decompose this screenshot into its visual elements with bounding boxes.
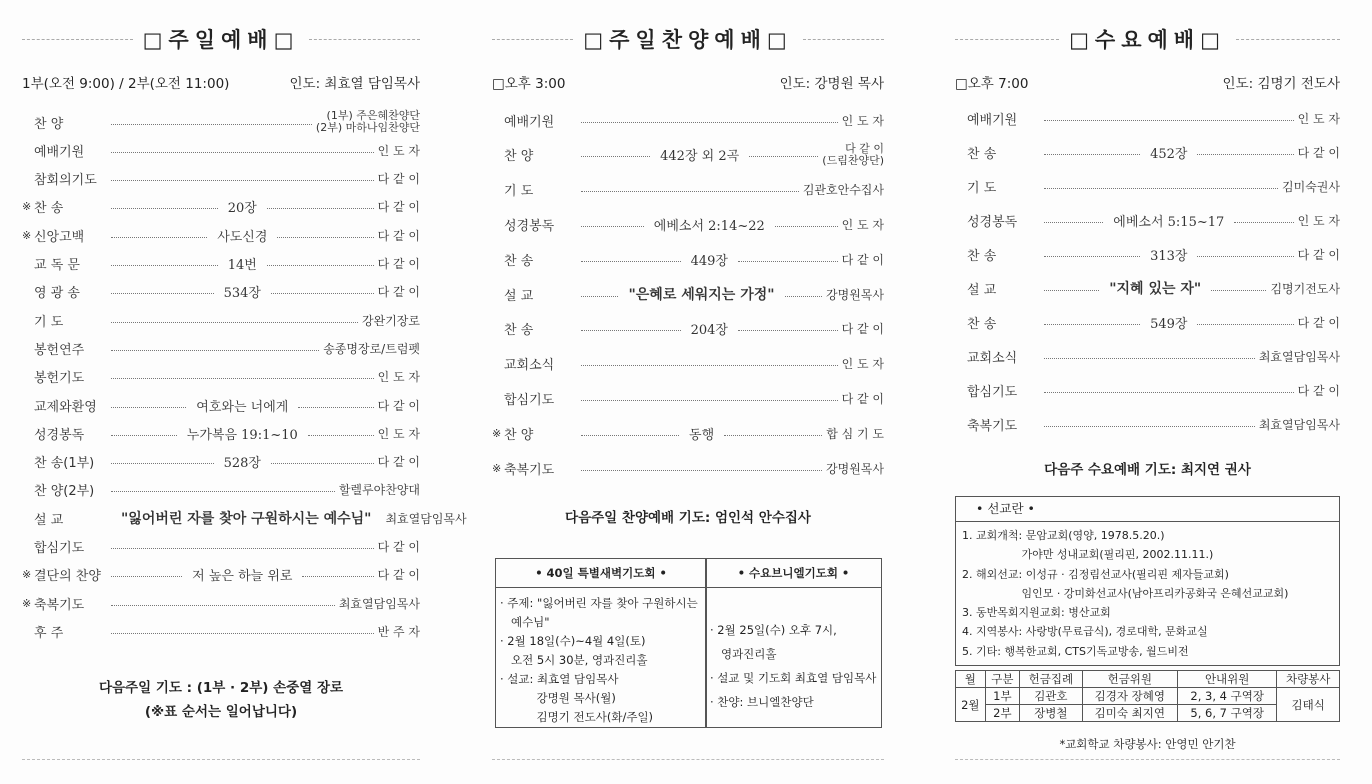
box-line: 4. 지역봉사: 사랑방(무료급식), 경로대학, 문화교실 xyxy=(962,625,1208,639)
item-person: 다 같 이 xyxy=(377,200,421,215)
order-item xyxy=(22,334,420,362)
dot-leader xyxy=(111,152,374,153)
item-person: 인 도 자 xyxy=(1297,111,1340,126)
item-person: 반 주 자 xyxy=(377,624,420,639)
item-detail: "은혜로 세워지는 가정" xyxy=(628,287,775,303)
offering-table xyxy=(955,670,1340,722)
order-item xyxy=(22,306,420,334)
item-label: 성경봉독 xyxy=(34,427,85,443)
item-label: 교회소식 xyxy=(967,350,1018,366)
item-label: 찬 송 xyxy=(967,248,997,264)
item-label: 예배기원 xyxy=(967,112,1018,128)
service-time: □오후 3:00 xyxy=(492,76,566,92)
order-item xyxy=(955,410,1340,438)
dot-leader xyxy=(111,576,182,577)
dot-leader xyxy=(1197,324,1293,325)
item-label: 예배기원 xyxy=(34,144,85,160)
item-person: 다 같 이 xyxy=(841,252,884,267)
order-item xyxy=(492,141,884,169)
item-detail: "지혜 있는 자" xyxy=(1109,281,1202,297)
dot-leader xyxy=(111,548,374,549)
item-label: 찬 송 xyxy=(504,323,534,339)
order-item xyxy=(22,561,420,589)
standing-mark: ※ xyxy=(492,461,502,475)
standing-mark: ※ xyxy=(492,426,502,440)
dot-leader xyxy=(775,226,838,227)
dot-leader xyxy=(111,237,207,238)
item-person: 김관호안수집사 xyxy=(802,183,884,198)
item-label: 후 주 xyxy=(34,625,64,641)
item-person: 다 같 이 xyxy=(1297,145,1340,160)
order-item xyxy=(955,206,1340,234)
box-line: 5. 기타: 행복한교회, CTS기독교방송, 월드비전 xyxy=(962,644,1189,658)
item-label: 축복기도 xyxy=(504,462,555,478)
box-line: 1. 교회개척: 문암교회(영양, 1978.5.20.) xyxy=(962,529,1165,542)
item-person: 인 도 자 xyxy=(841,217,884,232)
item-detail: 에베소서 2:14~22 xyxy=(653,218,765,234)
item-person: 다 같 이 xyxy=(377,568,420,583)
service-time: 1부(오전 9:00) / 2부(오전 11:00) xyxy=(22,76,230,92)
divider xyxy=(22,39,133,40)
box-line: · 2월 25일(수) 오후 7시, xyxy=(710,623,837,637)
item-label: 축복기도 xyxy=(34,597,85,613)
dot-leader xyxy=(267,208,374,209)
item-person: 다 같 이 xyxy=(377,228,421,243)
dot-leader xyxy=(1044,290,1099,291)
divider xyxy=(492,39,573,40)
item-label: 합심기도 xyxy=(34,541,85,556)
dot-leader xyxy=(302,576,373,577)
item-label: 합심기도 xyxy=(504,392,555,408)
item-label: 찬 양 xyxy=(504,149,534,165)
order-item xyxy=(492,176,884,204)
item-person: 합 심 기 도 xyxy=(826,426,884,441)
item-detail: 549장 xyxy=(1150,316,1188,332)
item-person xyxy=(822,143,884,167)
order-item xyxy=(22,250,420,278)
item-label: 성경봉독 xyxy=(504,218,555,234)
box-title: • 선교란 • xyxy=(956,497,1339,522)
item-detail: 442장 외 2곡 xyxy=(660,149,740,165)
standing-note: (※표 순서는 일어납니다) xyxy=(144,704,298,720)
dot-leader xyxy=(1197,154,1293,155)
wednesday-service-column xyxy=(955,0,1340,784)
item-label: 신앙고백 xyxy=(34,229,85,245)
footnote: *교회학교 차량봉사: 안영민 안기찬 xyxy=(1059,737,1236,751)
dot-leader xyxy=(111,435,177,436)
title-row xyxy=(492,22,884,56)
box-line: 강명원 목사(월) xyxy=(500,691,616,705)
order-item xyxy=(22,504,467,532)
order-item xyxy=(22,533,420,561)
item-label: 영 광 송 xyxy=(34,286,80,302)
item-label: 찬 송 xyxy=(967,146,997,162)
service-time: □오후 7:00 xyxy=(955,76,1029,92)
order-item xyxy=(492,210,884,238)
box-line: 3. 동반목회지원교회: 병산교회 xyxy=(962,606,1111,620)
dot-leader xyxy=(749,156,818,157)
item-detail: 14번 xyxy=(227,258,257,273)
item-detail: 저 높은 하늘 위로 xyxy=(192,569,293,585)
item-detail: "잃어버린 자를 찾아 구원하시는 예수님" xyxy=(121,511,372,528)
item-person: 최효열담임목사 xyxy=(1258,417,1340,432)
table-header-cell: 헌금위원 xyxy=(1082,671,1177,688)
item-person: 인 도 자 xyxy=(841,357,884,372)
dot-leader xyxy=(581,122,838,123)
divider xyxy=(309,39,420,40)
dot-leader xyxy=(111,407,186,408)
dot-leader xyxy=(581,226,644,227)
table-header-cell: 헌금집례 xyxy=(1020,671,1083,688)
box-line: 김명기 전도사(화/주일) xyxy=(500,710,654,724)
item-label: 봉헌기도 xyxy=(34,371,85,387)
item-person: 인 도 자 xyxy=(377,143,420,158)
item-label: 설 교 xyxy=(34,512,64,528)
table-cell: 5, 6, 7 구역장 xyxy=(1177,705,1276,722)
dot-leader xyxy=(1211,290,1266,291)
item-label: 교회소식 xyxy=(504,358,555,374)
order-item xyxy=(22,617,420,645)
order-item xyxy=(955,172,1340,200)
item-person: 다 같 이 xyxy=(377,455,420,470)
order-item xyxy=(492,384,884,412)
item-person: 다 같 이 xyxy=(1297,247,1340,262)
box-line: · 찬양: 브니엘찬양단 xyxy=(710,695,814,709)
dot-leader xyxy=(1044,188,1278,189)
sunday-praise-column xyxy=(492,0,884,784)
table-header-cell: 월 xyxy=(956,671,986,688)
box-line: 영과진리홀 xyxy=(710,647,777,661)
table-cell: 2, 3, 4 구역장 xyxy=(1177,688,1276,705)
item-detail: 20장 xyxy=(227,201,257,217)
order-item xyxy=(955,240,1340,268)
item-person: 최효열담임목사 xyxy=(385,511,467,526)
table-cell: 김경자 장혜영 xyxy=(1082,688,1177,705)
item-detail: 동행 xyxy=(689,427,715,443)
dot-leader xyxy=(111,208,218,209)
item-label: 참회의기도 xyxy=(34,173,97,189)
table-cell: 김관호 xyxy=(1020,688,1083,705)
order-item xyxy=(955,308,1340,336)
service-leader: 인도: 김명기 전도사 xyxy=(1222,76,1340,92)
dot-leader xyxy=(1044,222,1103,223)
order-item xyxy=(492,245,884,273)
order-item xyxy=(22,419,420,447)
item-person: 인 도 자 xyxy=(1297,213,1340,228)
box-line: 가야만 성내교회(필리핀, 2002.11.11.) xyxy=(962,548,1214,562)
dot-leader xyxy=(1044,120,1294,121)
dot-leader xyxy=(111,350,319,351)
next-prayer-note: 다음주일 찬양예배 기도: 엄인석 안수집사 xyxy=(565,510,811,526)
table-cell: 김태식 xyxy=(1277,688,1340,722)
table-header-cell: 구분 xyxy=(985,671,1019,688)
dot-leader xyxy=(581,191,799,192)
box-line: · 설교: 최효열 담임목사 xyxy=(500,672,619,686)
item-person: 인 도 자 xyxy=(841,113,884,128)
item-person: 다 같 이 xyxy=(1297,315,1340,330)
item-label: 기 도 xyxy=(967,180,997,196)
item-person: 인 도 자 xyxy=(377,426,420,441)
dot-leader xyxy=(111,124,312,125)
order-item xyxy=(492,315,884,343)
divider xyxy=(955,759,1340,760)
dot-leader xyxy=(738,261,838,262)
item-label: 찬 송 xyxy=(34,201,64,217)
item-person xyxy=(316,110,420,134)
dot-leader xyxy=(1044,358,1255,359)
dot-leader xyxy=(581,470,822,471)
item-label: 찬 송 xyxy=(504,253,534,269)
dot-leader xyxy=(1044,256,1140,257)
box-line: 임인모 · 강미화선교사(남아프리카공화국 은혜선교교회) xyxy=(962,586,1289,600)
item-detail: 사도신경 xyxy=(217,229,268,245)
dot-leader xyxy=(111,180,374,181)
dot-leader xyxy=(1044,154,1140,155)
dot-leader xyxy=(308,435,374,436)
item-detail: 534장 xyxy=(223,286,261,302)
dot-leader xyxy=(724,435,822,436)
item-person-line: (2부) 마하나임찬양단 xyxy=(315,121,420,134)
order-item xyxy=(22,221,420,249)
order-item xyxy=(955,274,1340,302)
item-detail: 449장 xyxy=(690,253,728,269)
table-header-row xyxy=(956,671,1340,688)
dot-leader xyxy=(581,330,681,331)
order-item xyxy=(492,106,884,134)
mission-box xyxy=(955,496,1340,666)
service-header xyxy=(955,72,1340,92)
dot-leader xyxy=(298,407,373,408)
sunday-service-column xyxy=(22,0,467,784)
service-header xyxy=(22,72,420,92)
box-line: 오전 5시 30분, 영과진리홀 xyxy=(500,653,648,667)
dot-leader xyxy=(738,330,838,331)
order-item xyxy=(22,278,420,306)
order-item xyxy=(22,108,420,136)
item-person: 강완기장로 xyxy=(362,313,420,328)
item-person: 다 같 이 xyxy=(377,172,420,187)
item-person: 다 같 이 xyxy=(377,257,421,271)
dot-leader xyxy=(277,237,373,238)
table-cell: 1부 xyxy=(985,688,1019,705)
item-detail: 여호와는 너에게 xyxy=(196,399,289,415)
item-detail: 204장 xyxy=(690,323,728,339)
dot-leader xyxy=(271,463,374,464)
item-person: 다 같 이 xyxy=(377,398,421,413)
item-label: 결단의 찬양 xyxy=(34,569,101,585)
order-item xyxy=(955,376,1340,404)
item-label: 기 도 xyxy=(504,184,534,200)
dot-leader xyxy=(267,265,374,266)
order-item xyxy=(22,448,420,476)
item-person: 김미숙권사 xyxy=(1282,179,1340,194)
dot-leader xyxy=(785,296,822,297)
item-label: 교제와환영 xyxy=(34,399,97,415)
service-leader: 인도: 최효열 담임목사 xyxy=(289,76,420,92)
service-header xyxy=(492,72,884,92)
order-item xyxy=(492,419,884,447)
item-label: 합심기도 xyxy=(967,384,1018,400)
order-item xyxy=(955,342,1340,370)
item-person: 최효열담임목사 xyxy=(338,596,420,611)
item-label: 축복기도 xyxy=(967,418,1018,434)
item-person: 최효열담임목사 xyxy=(1258,349,1340,364)
table-row xyxy=(956,688,1340,705)
order-item xyxy=(22,589,420,617)
standing-mark: ※ xyxy=(22,228,32,242)
dot-leader xyxy=(1044,392,1294,393)
next-prayer-note: 다음주 수요예배 기도: 최지연 권사 xyxy=(1044,462,1251,478)
item-label: 설 교 xyxy=(967,282,997,298)
order-item xyxy=(22,165,420,193)
dot-leader xyxy=(111,265,218,266)
item-person-line: 다 같 이 xyxy=(845,141,884,155)
item-person-line: (드림찬양단) xyxy=(822,153,884,167)
table-cell: 장병철 xyxy=(1020,705,1083,722)
table-header-cell: 안내위원 xyxy=(1177,671,1276,688)
dot-leader xyxy=(1044,324,1140,325)
order-item xyxy=(22,476,420,504)
dot-leader xyxy=(1197,256,1293,257)
dot-leader xyxy=(111,633,374,634)
box-line: · 설교 및 기도회 최효열 담임목사 xyxy=(710,671,877,685)
dot-leader xyxy=(581,156,650,157)
divider xyxy=(1236,39,1340,40)
standing-mark: ※ xyxy=(22,568,32,582)
item-label: 예배기원 xyxy=(504,114,555,130)
dot-leader xyxy=(1234,222,1293,223)
order-item xyxy=(22,363,420,391)
item-label: 교 독 문 xyxy=(34,258,80,273)
service-leader: 인도: 강명원 목사 xyxy=(779,76,884,92)
dot-leader xyxy=(581,400,838,401)
item-person: 송종명장로/트럼펫 xyxy=(323,341,420,356)
divider xyxy=(492,759,884,760)
order-item xyxy=(955,104,1340,132)
box-title: • 수요브니엘기도회 • xyxy=(706,559,881,588)
table-cell: 2부 xyxy=(985,705,1019,722)
item-label: 찬 송 xyxy=(967,316,997,332)
order-item xyxy=(22,391,420,419)
item-person-line: (1부) 주은혜찬양단 xyxy=(326,109,420,122)
dot-leader xyxy=(111,322,358,323)
standing-mark: ※ xyxy=(22,596,32,610)
item-detail: 에베소서 5:15~17 xyxy=(1113,214,1225,230)
section-title: □수요예배□ xyxy=(1069,28,1226,52)
box-title: • 40일 특별새벽기도회 • xyxy=(496,559,706,588)
item-detail: 452장 xyxy=(1150,146,1188,162)
box-body xyxy=(706,588,881,714)
box-line: · 2월 18일(수)~4월 4일(토) xyxy=(500,634,646,648)
peniel-prayer-box xyxy=(705,558,882,728)
dot-leader xyxy=(581,296,618,297)
dot-leader xyxy=(581,435,679,436)
box-body xyxy=(956,522,1339,665)
item-person: 다 같 이 xyxy=(841,391,884,406)
item-person: 김명기전도사 xyxy=(1270,281,1340,296)
item-detail: 누가복음 19:1~10 xyxy=(186,427,298,443)
table-cell: 2월 xyxy=(956,688,986,722)
box-line: · 주제: "잃어버린 자를 찾아 구원하시는 xyxy=(500,596,698,610)
item-label: 기 도 xyxy=(34,314,64,330)
divider xyxy=(955,39,1059,40)
divider xyxy=(22,759,420,760)
item-person: 다 같 이 xyxy=(377,540,420,554)
dot-leader xyxy=(581,261,681,262)
divider xyxy=(803,39,884,40)
dot-leader xyxy=(111,463,214,464)
order-item xyxy=(22,193,420,221)
item-detail: 313장 xyxy=(1150,248,1188,264)
table-header-cell: 차량봉사 xyxy=(1277,671,1340,688)
item-label: 찬 양 xyxy=(34,116,64,132)
item-label: 설 교 xyxy=(504,288,534,304)
standing-mark: ※ xyxy=(22,200,32,214)
item-label: 성경봉독 xyxy=(967,214,1018,230)
order-item xyxy=(492,454,884,482)
dot-leader xyxy=(1044,426,1255,427)
order-item xyxy=(492,350,884,378)
item-person: 다 같 이 xyxy=(1297,383,1340,398)
order-item xyxy=(955,138,1340,166)
item-label: 봉헌연주 xyxy=(34,342,85,358)
order-item xyxy=(492,280,884,308)
item-person: 할렐루야찬양대 xyxy=(338,483,420,498)
dot-leader xyxy=(111,378,374,379)
item-detail: 528장 xyxy=(223,456,261,472)
order-item xyxy=(22,136,420,164)
dot-leader xyxy=(581,365,838,366)
box-body xyxy=(496,588,706,733)
section-title: □주일예배□ xyxy=(142,28,300,52)
dot-leader xyxy=(111,605,335,606)
dot-leader xyxy=(111,491,335,492)
title-row xyxy=(955,22,1340,56)
section-title: □주일찬양예배□ xyxy=(583,28,793,52)
item-person: 강명원목사 xyxy=(826,461,884,476)
dot-leader xyxy=(111,293,214,294)
title-row xyxy=(22,22,420,56)
next-prayer-note: 다음주일 기도 : (1부 · 2부) 손중열 장로 xyxy=(98,680,344,696)
item-person: 다 같 이 xyxy=(377,285,420,300)
table-body xyxy=(956,688,1340,722)
item-label: 찬 양 xyxy=(504,427,534,443)
box-line: 예수님" xyxy=(500,615,550,629)
item-label: 찬 송(1부) xyxy=(34,456,95,472)
item-label: 찬 양(2부) xyxy=(34,484,95,500)
item-person: 다 같 이 xyxy=(841,322,884,337)
dot-leader xyxy=(271,293,374,294)
box-line: 2. 해외선교: 이성규 · 김정림선교사(필리핀 제자들교회) xyxy=(962,567,1229,581)
item-person: 강명원목사 xyxy=(826,287,884,302)
dawn-prayer-box xyxy=(495,558,707,728)
item-person: 인 도 자 xyxy=(377,370,420,385)
table-cell: 김미숙 최지연 xyxy=(1082,705,1177,722)
